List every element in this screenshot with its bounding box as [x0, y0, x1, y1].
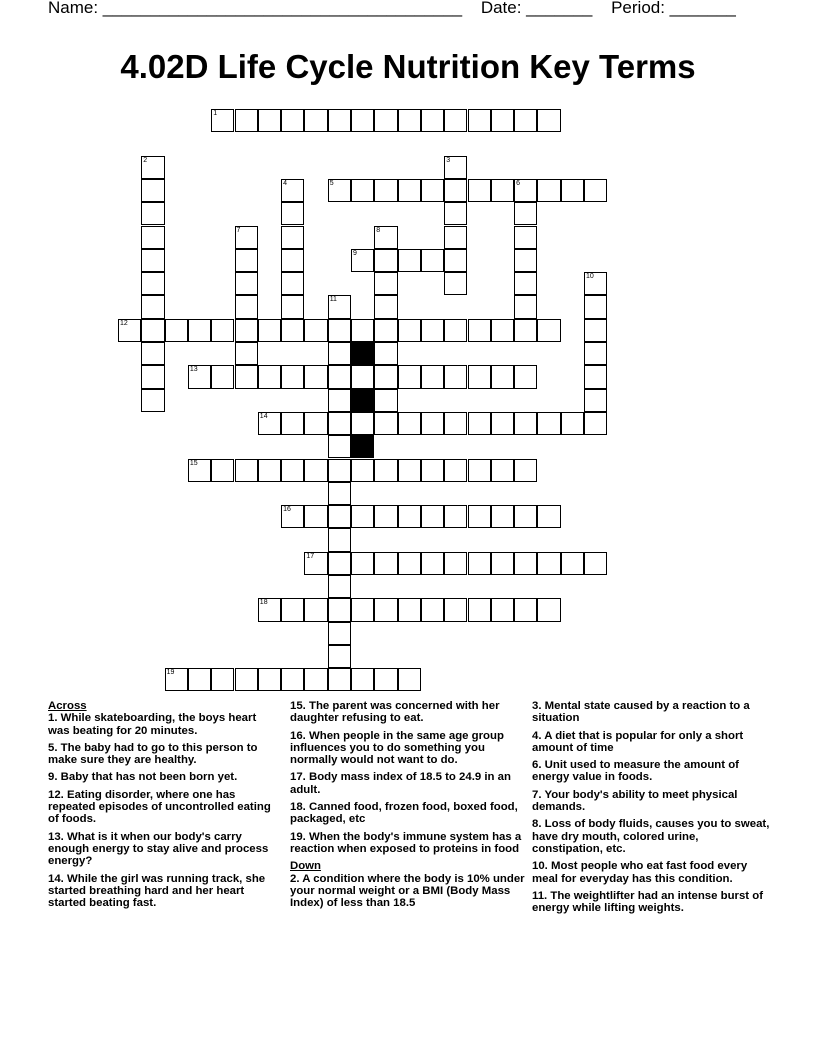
- crossword-cell[interactable]: [398, 319, 421, 342]
- crossword-cell[interactable]: [235, 226, 258, 249]
- clue-item: 15. The parent was concerned with her daughter refusing to eat.: [290, 700, 500, 725]
- clues-column-2: [290, 700, 526, 914]
- crossword-cell[interactable]: [281, 249, 304, 272]
- crossword-cell[interactable]: [491, 598, 514, 621]
- crossword-cell[interactable]: [444, 202, 467, 225]
- crossword-cell[interactable]: [211, 109, 234, 132]
- crossword-cell[interactable]: [514, 365, 537, 388]
- date-field[interactable]: Date: _______: [480, 0, 593, 17]
- crossword-cell[interactable]: [235, 342, 258, 365]
- crossword-cell[interactable]: [141, 156, 164, 179]
- crossword-cell[interactable]: [514, 552, 537, 575]
- crossword-cell[interactable]: [398, 505, 421, 528]
- crossword-cell[interactable]: [281, 295, 304, 318]
- crossword-cell[interactable]: [514, 109, 537, 132]
- crossword-cell[interactable]: [328, 179, 351, 202]
- crossword-block-cell: [351, 435, 374, 458]
- period-field[interactable]: Period: _______: [611, 0, 736, 17]
- crossword-cell[interactable]: [491, 179, 514, 202]
- crossword-cell[interactable]: [211, 365, 234, 388]
- crossword-cell[interactable]: [235, 249, 258, 272]
- crossword-cell[interactable]: [584, 365, 607, 388]
- crossword-cell[interactable]: [258, 109, 281, 132]
- crossword-cell[interactable]: [421, 505, 444, 528]
- crossword-cell[interactable]: [258, 598, 281, 621]
- crossword-cell[interactable]: [514, 459, 537, 482]
- crossword-cell[interactable]: [328, 319, 351, 342]
- crossword-cell[interactable]: [444, 319, 467, 342]
- crossword-cell[interactable]: [141, 249, 164, 272]
- page-title: 4.02D Life Cycle Nutrition Key Terms: [120, 48, 696, 85]
- cell-number: 3: [446, 156, 451, 164]
- crossword-cell[interactable]: [351, 319, 374, 342]
- clue-item: 10. Most people who eat fast food every meal for everyday has this condition.: [532, 860, 748, 885]
- crossword-cell[interactable]: [514, 202, 537, 225]
- crossword-cell[interactable]: [537, 109, 560, 132]
- crossword-cell[interactable]: [188, 319, 211, 342]
- crossword-cell[interactable]: [537, 319, 560, 342]
- crossword-cell[interactable]: [258, 668, 281, 691]
- crossword-cell[interactable]: [281, 226, 304, 249]
- clue-item: 3. Mental state caused by a reaction to a situation: [532, 700, 750, 725]
- crossword-cell[interactable]: [328, 552, 351, 575]
- crossword-cell[interactable]: [514, 505, 537, 528]
- crossword-cell[interactable]: [281, 365, 304, 388]
- crossword-cell[interactable]: [188, 459, 211, 482]
- crossword-cell[interactable]: [468, 459, 491, 482]
- crossword-cell[interactable]: [258, 459, 281, 482]
- cell-number: 7: [236, 226, 241, 234]
- crossword-cell[interactable]: [491, 109, 514, 132]
- crossword-cell[interactable]: [328, 505, 351, 528]
- crossword-cell[interactable]: [374, 668, 397, 691]
- crossword-cell[interactable]: [328, 389, 351, 412]
- clue-item: 4. A diet that is popular for only a short amount of time: [532, 729, 744, 754]
- crossword-cell[interactable]: [374, 598, 397, 621]
- crossword-cell[interactable]: [468, 552, 491, 575]
- crossword-cell[interactable]: [141, 202, 164, 225]
- crossword-cell[interactable]: [584, 295, 607, 318]
- cell-number: 14: [259, 412, 268, 420]
- crossword-cell[interactable]: [188, 365, 211, 388]
- clue-item: 12. Eating disorder, where one has repeated episodes of uncontrolled eating of foods.: [48, 788, 271, 826]
- crossword-cell[interactable]: [444, 459, 467, 482]
- clues-column-3: [532, 700, 772, 919]
- cell-number: 10: [586, 273, 594, 281]
- crossword-cell[interactable]: [514, 226, 537, 249]
- crossword-cell[interactable]: [304, 412, 327, 435]
- crossword-cell[interactable]: [537, 412, 560, 435]
- crossword-cell[interactable]: [374, 459, 397, 482]
- crossword-cell[interactable]: [444, 109, 467, 132]
- crossword-cell[interactable]: [584, 342, 607, 365]
- crossword-cell[interactable]: [141, 389, 164, 412]
- crossword-cell[interactable]: [444, 552, 467, 575]
- crossword-cell[interactable]: [281, 668, 304, 691]
- crossword-cell[interactable]: [398, 598, 421, 621]
- crossword-cell[interactable]: [561, 179, 584, 202]
- crossword-cell[interactable]: [351, 598, 374, 621]
- crossword-cell[interactable]: [211, 459, 234, 482]
- crossword-cell[interactable]: [584, 272, 607, 295]
- crossword-cell[interactable]: [374, 109, 397, 132]
- clue-item: 16. When people in the same age group influences you to do something you normally would not want to do.: [290, 729, 504, 767]
- crossword-cell[interactable]: [304, 319, 327, 342]
- crossword-cell[interactable]: [444, 156, 467, 179]
- crossword-cell[interactable]: [468, 598, 491, 621]
- crossword-cell[interactable]: [421, 598, 444, 621]
- crossword-cell[interactable]: [374, 226, 397, 249]
- crossword-cell[interactable]: [491, 552, 514, 575]
- crossword-cell[interactable]: [444, 365, 467, 388]
- crossword-cell[interactable]: [141, 226, 164, 249]
- crossword-cell[interactable]: [188, 668, 211, 691]
- crossword-cell[interactable]: [351, 365, 374, 388]
- crossword-cell[interactable]: [281, 412, 304, 435]
- clue-item: 18. Canned food, frozen food, boxed food, packaged, etc: [290, 801, 518, 826]
- crossword-cell[interactable]: [444, 272, 467, 295]
- crossword-cell[interactable]: [328, 109, 351, 132]
- crossword-cell[interactable]: [141, 272, 164, 295]
- crossword-cell[interactable]: [351, 179, 374, 202]
- crossword-cell[interactable]: [444, 179, 467, 202]
- crossword-cell[interactable]: [328, 528, 351, 551]
- crossword-cell[interactable]: [328, 342, 351, 365]
- cell-number: 17: [306, 552, 315, 560]
- crossword-cell[interactable]: [421, 109, 444, 132]
- clue-item: 5. The baby had to go to this person to make sure they are healthy.: [48, 741, 258, 767]
- crossword-cell[interactable]: [561, 412, 584, 435]
- crossword-cell[interactable]: [514, 319, 537, 342]
- crossword-cell[interactable]: [514, 412, 537, 435]
- crossword-cell[interactable]: [444, 226, 467, 249]
- crossword-cell[interactable]: [281, 272, 304, 295]
- crossword-cell[interactable]: [468, 365, 491, 388]
- crossword-cell[interactable]: [304, 505, 327, 528]
- crossword-cell[interactable]: [491, 365, 514, 388]
- crossword-cell[interactable]: [421, 179, 444, 202]
- crossword-cell[interactable]: [258, 319, 281, 342]
- crossword-cell[interactable]: [235, 319, 258, 342]
- crossword-cell[interactable]: [374, 319, 397, 342]
- cell-number: 18: [259, 599, 268, 607]
- name-field[interactable]: Name: ______________________________________: [48, 0, 463, 17]
- crossword-cell[interactable]: [351, 668, 374, 691]
- crossword-cell[interactable]: [491, 412, 514, 435]
- crossword-cell[interactable]: [421, 319, 444, 342]
- crossword-cell[interactable]: [537, 505, 560, 528]
- crossword-cell[interactable]: [421, 552, 444, 575]
- crossword-cell[interactable]: [165, 319, 188, 342]
- crossword-cell[interactable]: [328, 482, 351, 505]
- cell-number: 6: [516, 179, 520, 187]
- clue-item: 17. Body mass index of 18.5 to 24.9 in an adult.: [290, 771, 511, 796]
- crossword-cell[interactable]: [374, 365, 397, 388]
- crossword-cell[interactable]: [468, 179, 491, 202]
- clue-item: 2. A condition where the body is 10% under your normal weight or a BMI (Body Mass Index) of less than 18.5: [290, 872, 525, 910]
- crossword-cell[interactable]: [235, 365, 258, 388]
- crossword-cell[interactable]: [211, 319, 234, 342]
- crossword-cell[interactable]: [584, 179, 607, 202]
- crossword-cell[interactable]: [398, 109, 421, 132]
- crossword-cell[interactable]: [398, 249, 421, 272]
- crossword-cell[interactable]: [374, 272, 397, 295]
- crossword-cell[interactable]: [281, 319, 304, 342]
- crossword-cell[interactable]: [421, 365, 444, 388]
- crossword-cell[interactable]: [281, 202, 304, 225]
- crossword-cell[interactable]: [374, 412, 397, 435]
- crossword-cell[interactable]: [584, 412, 607, 435]
- crossword-cell[interactable]: [374, 295, 397, 318]
- crossword-cell[interactable]: [444, 505, 467, 528]
- clue-item: 1. While skateboarding, the boys heart was beating for 20 minutes.: [48, 712, 257, 737]
- crossword-cell[interactable]: [304, 109, 327, 132]
- crossword-cell[interactable]: [584, 319, 607, 342]
- crossword-cell[interactable]: [374, 179, 397, 202]
- crossword-cell[interactable]: [328, 412, 351, 435]
- cell-number: 9: [353, 249, 357, 257]
- crossword-cell[interactable]: [561, 552, 584, 575]
- clue-item: 14. While the girl was running track, she started breathing hard and her heart started beating fast.: [48, 872, 266, 910]
- clue-item: 9. Baby that has not been born yet.: [48, 771, 238, 784]
- crossword-cell[interactable]: [304, 598, 327, 621]
- cell-number: 15: [189, 459, 198, 467]
- crossword-cell[interactable]: [328, 575, 351, 598]
- crossword-cell[interactable]: [304, 668, 327, 691]
- cell-number: 13: [189, 366, 198, 374]
- crossword-cell[interactable]: [351, 109, 374, 132]
- crossword-cell[interactable]: [514, 249, 537, 272]
- crossword-cell[interactable]: [235, 459, 258, 482]
- crossword-cell[interactable]: [444, 598, 467, 621]
- crossword-cell[interactable]: [584, 552, 607, 575]
- crossword-cell[interactable]: [235, 668, 258, 691]
- crossword-cell[interactable]: [421, 249, 444, 272]
- crossword-cell[interactable]: [537, 179, 560, 202]
- crossword-cell[interactable]: [141, 295, 164, 318]
- crossword-cell[interactable]: [491, 319, 514, 342]
- crossword-cell[interactable]: [398, 179, 421, 202]
- crossword-cell[interactable]: [468, 412, 491, 435]
- crossword-block-cell: [351, 389, 374, 412]
- across-heading: Across: [48, 700, 87, 712]
- crossword-cell[interactable]: [374, 505, 397, 528]
- crossword-cell[interactable]: [444, 412, 467, 435]
- cell-number: 16: [283, 506, 291, 514]
- cell-number: 8: [376, 226, 381, 234]
- crossword-cell[interactable]: [328, 645, 351, 668]
- clue-item: 8. Loss of body fluids, causes you to sweat, have dry mouth, colored urine, constipation, etc.: [532, 818, 770, 855]
- crossword-cell[interactable]: [328, 598, 351, 621]
- cell-number: 2: [143, 156, 148, 164]
- cell-number: 12: [120, 319, 128, 327]
- crossword-cell[interactable]: [514, 598, 537, 621]
- crossword-cell[interactable]: [281, 109, 304, 132]
- crossword-cell[interactable]: [468, 319, 491, 342]
- crossword-cell[interactable]: [491, 505, 514, 528]
- clue-item: 7. Your body's ability to meet physical demands.: [532, 788, 738, 814]
- clue-item: 13. What is it when our body's carry enough energy to stay alive and process energy?: [48, 830, 269, 868]
- crossword-cell[interactable]: [514, 295, 537, 318]
- crossword-cell[interactable]: [537, 552, 560, 575]
- crossword-cell[interactable]: [165, 668, 188, 691]
- crossword-cell[interactable]: [491, 459, 514, 482]
- clue-item: 6. Unit used to measure the amount of energy value in foods.: [532, 759, 739, 784]
- crossword-cell[interactable]: [304, 459, 327, 482]
- crossword-cell[interactable]: [304, 552, 327, 575]
- crossword-cell[interactable]: [421, 412, 444, 435]
- crossword-cell[interactable]: [398, 365, 421, 388]
- crossword-cell[interactable]: [328, 668, 351, 691]
- crossword-cell[interactable]: [141, 365, 164, 388]
- crossword-block-cell: [351, 342, 374, 365]
- clue-item: 11. The weightlifter had an intense burst of energy while lifting weights.: [532, 889, 764, 915]
- crossword-cell[interactable]: [421, 459, 444, 482]
- crossword-cell[interactable]: [281, 598, 304, 621]
- crossword-cell[interactable]: [468, 505, 491, 528]
- crossword-cell[interactable]: [351, 552, 374, 575]
- crossword-cell[interactable]: [211, 668, 234, 691]
- crossword-cell[interactable]: [281, 505, 304, 528]
- crossword-cell[interactable]: [584, 389, 607, 412]
- crossword-cell[interactable]: [328, 295, 351, 318]
- crossword-cell[interactable]: [141, 319, 164, 342]
- crossword-cell[interactable]: [235, 109, 258, 132]
- crossword-cell[interactable]: [374, 389, 397, 412]
- crossword-cell[interactable]: [235, 272, 258, 295]
- cell-number: 1: [213, 110, 218, 117]
- crossword-cell[interactable]: [258, 412, 281, 435]
- clues-column-1: [48, 700, 280, 914]
- crossword-cell[interactable]: [141, 342, 164, 365]
- crossword-cell[interactable]: [374, 342, 397, 365]
- crossword-cell[interactable]: [281, 459, 304, 482]
- crossword-cell[interactable]: [328, 459, 351, 482]
- cell-number: 19: [166, 669, 175, 677]
- crossword-cell[interactable]: [351, 505, 374, 528]
- crossword-cell[interactable]: [351, 459, 374, 482]
- crossword-cell[interactable]: [328, 435, 351, 458]
- crossword-cell[interactable]: [328, 365, 351, 388]
- crossword-cell[interactable]: [537, 598, 560, 621]
- crossword-cell[interactable]: [398, 459, 421, 482]
- crossword-cell[interactable]: [235, 295, 258, 318]
- cell-number: 4: [283, 179, 287, 187]
- crossword-cell[interactable]: [258, 365, 281, 388]
- crossword-cell[interactable]: [398, 668, 421, 691]
- crossword-cell[interactable]: [328, 622, 351, 645]
- crossword-cell[interactable]: [398, 412, 421, 435]
- down-heading: Down: [290, 860, 322, 873]
- crossword-cell[interactable]: [374, 249, 397, 272]
- crossword-cell[interactable]: [281, 179, 304, 202]
- crossword-cell[interactable]: [118, 319, 141, 342]
- crossword-cell[interactable]: [374, 552, 397, 575]
- clue-item: 19. When the body's immune system has a reaction when exposed to proteins in food: [290, 830, 522, 855]
- crossword-cell[interactable]: [514, 179, 537, 202]
- crossword-cell[interactable]: [351, 249, 374, 272]
- crossword-cell[interactable]: [398, 552, 421, 575]
- crossword-cell[interactable]: [304, 365, 327, 388]
- crossword-cell[interactable]: [514, 272, 537, 295]
- cell-number: 11: [329, 296, 337, 304]
- crossword-cell[interactable]: [468, 109, 491, 132]
- crossword-cell[interactable]: [351, 412, 374, 435]
- crossword-cell[interactable]: [444, 249, 467, 272]
- crossword-cell[interactable]: [141, 179, 164, 202]
- cell-number: 5: [329, 179, 334, 187]
